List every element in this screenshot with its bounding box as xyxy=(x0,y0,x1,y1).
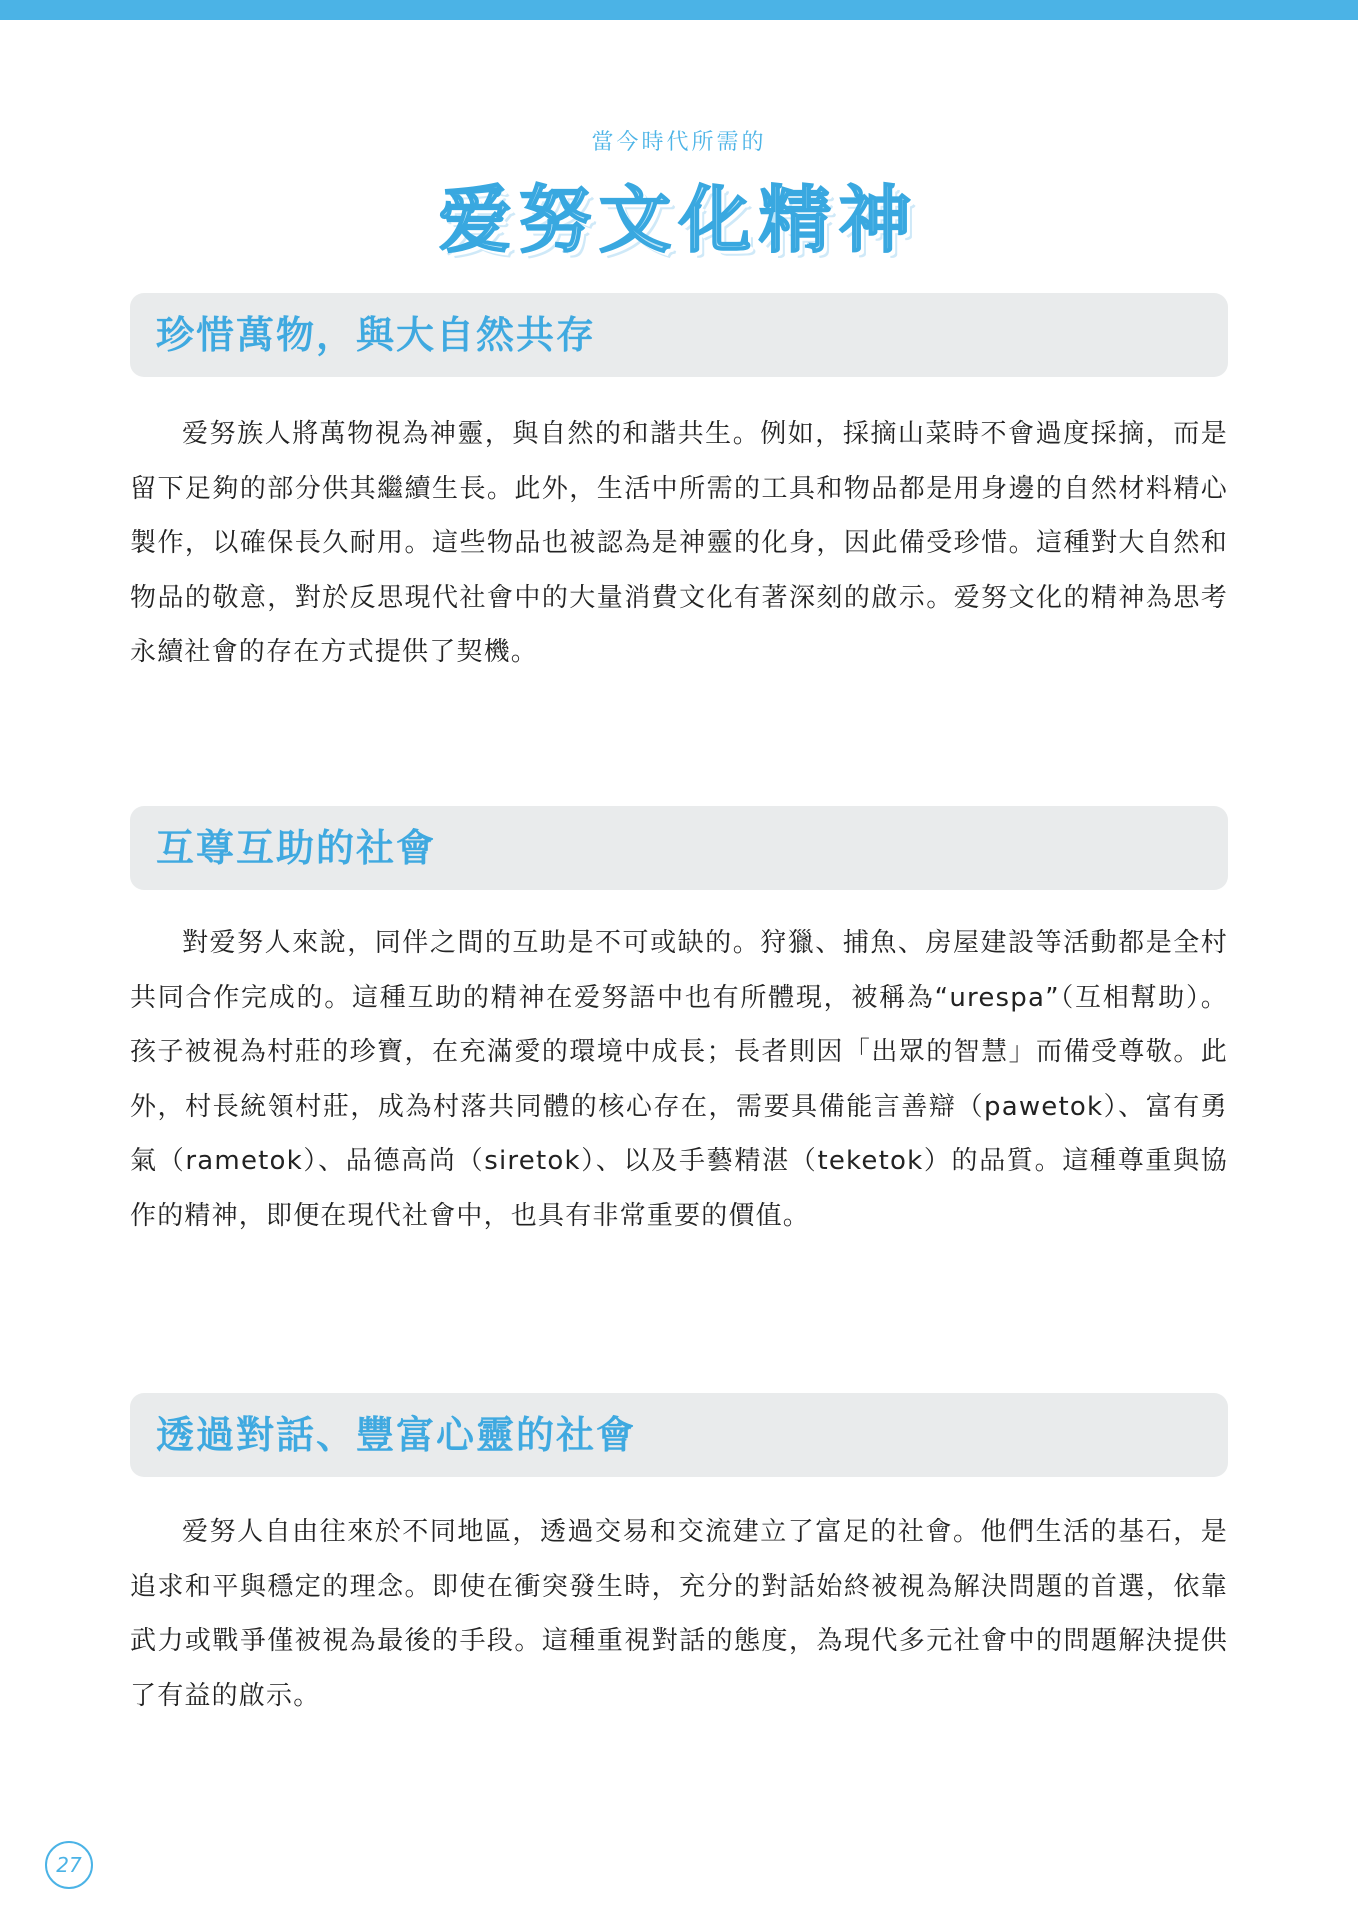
section-header-nature xyxy=(130,293,1228,377)
top-accent-bar xyxy=(0,0,1358,20)
section-header-mutual-aid xyxy=(130,806,1228,890)
section-body-nature: 爱努族人將萬物視為神靈，與自然的和諧共生。例如，採摘山菜時不會過度採摘，而是留下足夠的部分供其繼續生長。此外，生活中所需的工具和物品都是用身邊的自然材料精心製作，以確保長久耐用。這些物品也被認為是神靈的化身，因此備受珍惜。這種對大自然和物品的敬意，對於反思現代社會中的大量消費文化有著深刻的啟示。爱努文化的精神為思考永續社會的存在方式提供了契機。 xyxy=(130,419,1228,667)
section-heading: 互尊互助的社會 xyxy=(156,826,437,870)
section-header-dialogue xyxy=(130,1393,1228,1477)
section-heading: 珍惜萬物，與大自然共存 xyxy=(156,313,597,357)
page-title: 爱努文化精神 xyxy=(438,178,919,262)
section-body-mutual-aid: 對爱努人來說，同伴之間的互助是不可或缺的。狩獵、捕魚、房屋建設等活動都是全村共同合作完成的。這種互助的精神在爱努語中也有所體現，被稱為“urespa”（互相幫助）。孩子被視為村莊的珍寶，在充滿愛的環境中成長；長者則因「出眾的智慧」而備受尊敬。此外，村長統領村莊，成為村落共同體的核心存在，需要具備能言善辯（pawetok）、富有勇氣（rametok）、品德高尚（siretok）、以及手藝精湛（teketok）的品質。這種尊重與協作的精神，即便在現代社會中，也具有非常重要的價值。 xyxy=(130,928,1228,1231)
section-heading: 透過對話、豐富心靈的社會 xyxy=(156,1413,637,1457)
page-number: 27 xyxy=(45,1841,93,1889)
page-kicker: 當今時代所需的 xyxy=(591,130,767,155)
section-body-dialogue: 爱努人自由往來於不同地區，透過交易和交流建立了富足的社會。他們生活的基石，是追求和平與穩定的理念。即使在衝突發生時，充分的對話始終被視為解決問題的首選，依靠武力或戰爭僅被視為最後的手段。這種重視對話的態度，為現代多元社會中的問題解決提供了有益的啟示。 xyxy=(130,1517,1228,1711)
